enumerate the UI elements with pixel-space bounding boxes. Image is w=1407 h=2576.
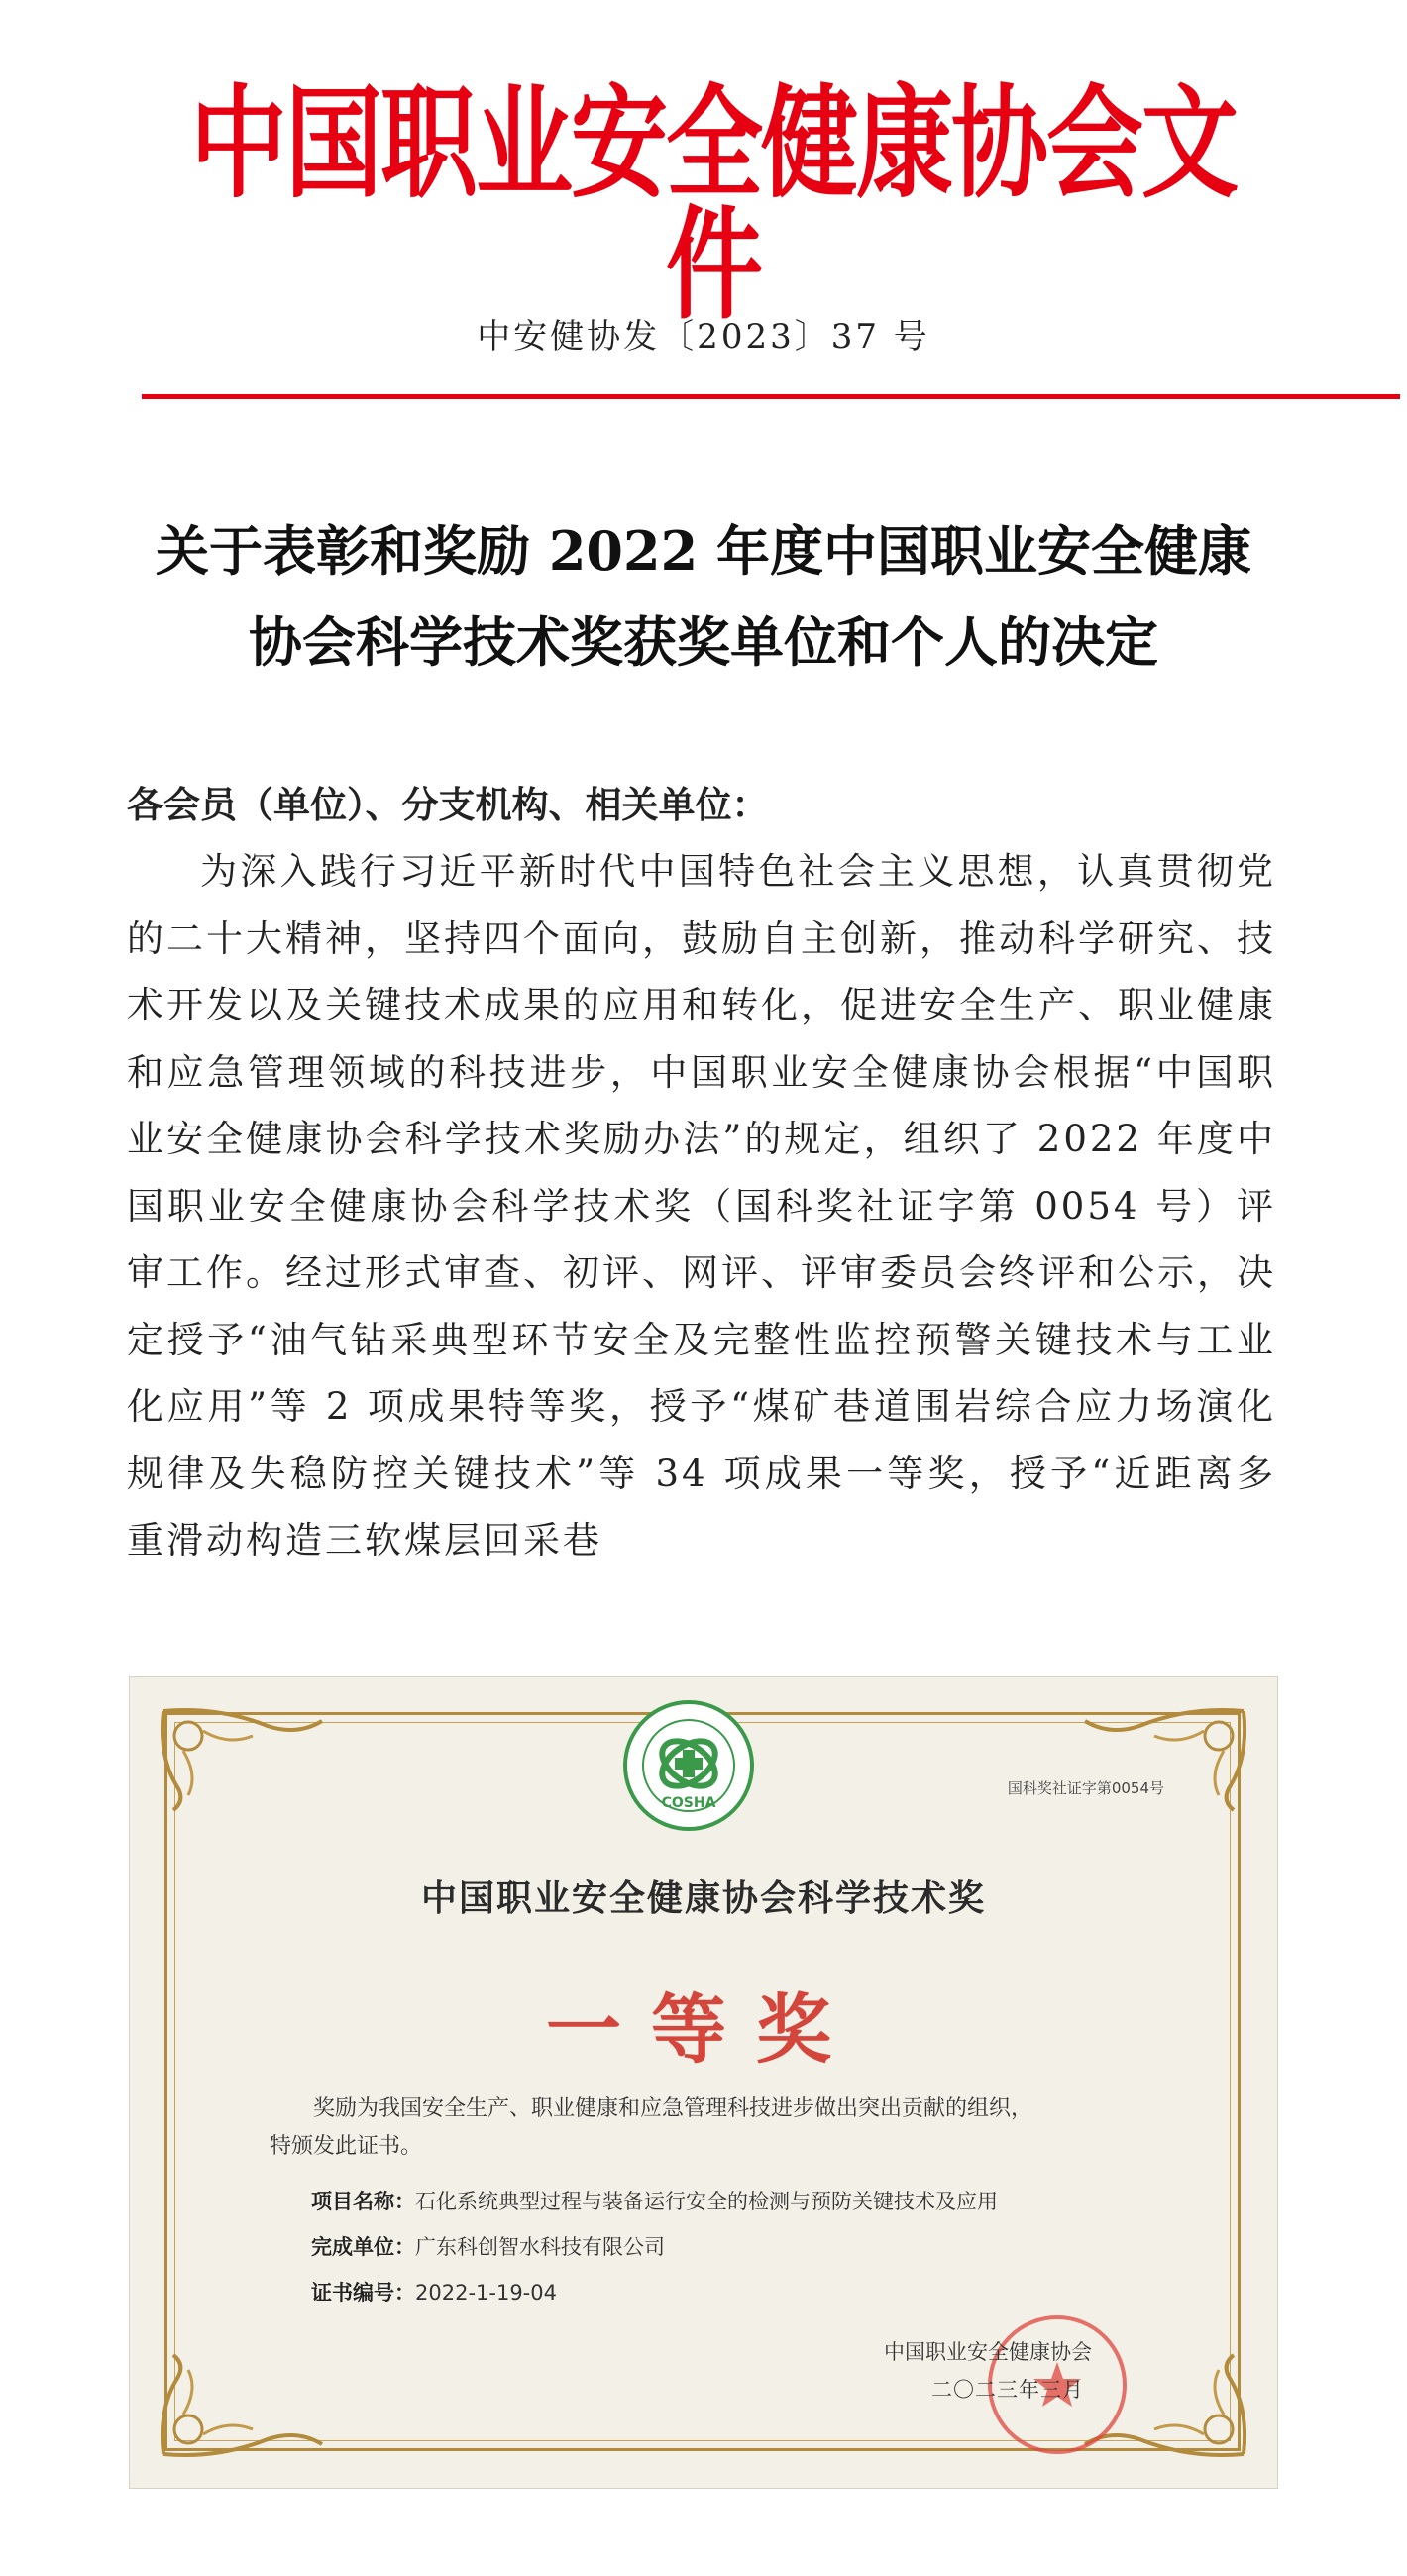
project-name-value: 石化系统典型过程与装备运行安全的检测与预防关键技术及应用 <box>415 2190 998 2213</box>
decision-title <box>109 505 1298 688</box>
certificate-number-field <box>311 2277 557 2307</box>
decision-title-line2: 协会科学技术奖获奖单位和个人的决定 <box>249 610 1158 674</box>
certificate-registration-code: 国科奖社证字第0054号 <box>1007 1779 1164 1797</box>
corner-ornament-top-right-icon <box>1080 1706 1248 1815</box>
certificate-grade: 一等奖 <box>546 1986 861 2074</box>
corner-ornament-bottom-left-icon <box>159 2350 327 2459</box>
citation-line1: 奖励为我国安全生产、职业健康和应急管理科技进步做出突出贡献的组织， <box>313 2096 1033 2121</box>
certificate-issuer: 中国职业安全健康协会 <box>884 2340 1092 2364</box>
body-paragraph: 为深入践行习近平新时代中国特色社会主义思想，认真贯彻党的二十大精神，坚持四个面向，鼓励自主创新，推动科学研究、技术开发以及关键技术成果的应用和转化，促进安全生产、职业健康和应急管理领域的科技进步，中国职业安全健康协会根据“中国职业安全健康协会科学技术奖励办法”的规定，组织了 2022 年度中国职业安全健康协会科学技术奖（国科奖社证字第 0054 号）评审工作。经过形式审查、初评、网评、评审委员会终评和公示，决定授予“油气钻采典型环节安全及完整性监控预警关键技术与工业化应用”等 2 项成果特等奖，授予“煤矿巷道围岩综合应力场演化规律及失稳防控关键技术”等 34 项成果一等奖，授予“近距离多重滑动构造三软煤层回采巷 <box>127 850 1276 1561</box>
project-name-field <box>311 2186 998 2215</box>
header-divider <box>142 394 1400 399</box>
salutation: 各会员（单位）、分支机构、相关单位： <box>127 783 769 826</box>
certificate-date: 二〇二三年三月 <box>931 2378 1084 2402</box>
completion-unit-value: 广东科创智水科技有限公司 <box>415 2235 665 2259</box>
certificate-citation <box>270 2091 1161 2166</box>
document-number: 中安健协发〔2023〕37 号 <box>477 317 930 357</box>
corner-ornament-top-left-icon <box>159 1706 327 1815</box>
certificate-number-value: 2022-1-19-04 <box>415 2281 557 2305</box>
logo-abbreviation: COSHA <box>661 1795 716 1811</box>
decision-title-line1: 关于表彰和奖励 2022 年度中国职业安全健康 <box>156 519 1251 583</box>
certificate-number-label: 证书编号： <box>311 2281 415 2305</box>
document-body <box>127 771 1276 1574</box>
org-title: 中国职业安全健康协会文件 <box>189 72 1237 337</box>
document-header <box>0 0 1407 416</box>
completion-unit-field <box>311 2231 665 2261</box>
certificate-award-name: 中国职业安全健康协会科学技术奖 <box>420 1878 986 1919</box>
completion-unit-label: 完成单位： <box>311 2235 415 2259</box>
award-certificate-photo <box>129 1676 1278 2489</box>
project-name-label: 项目名称： <box>311 2190 415 2213</box>
citation-line2: 特颁发此证书。 <box>270 2134 423 2159</box>
cosha-logo-icon <box>619 1696 758 1835</box>
